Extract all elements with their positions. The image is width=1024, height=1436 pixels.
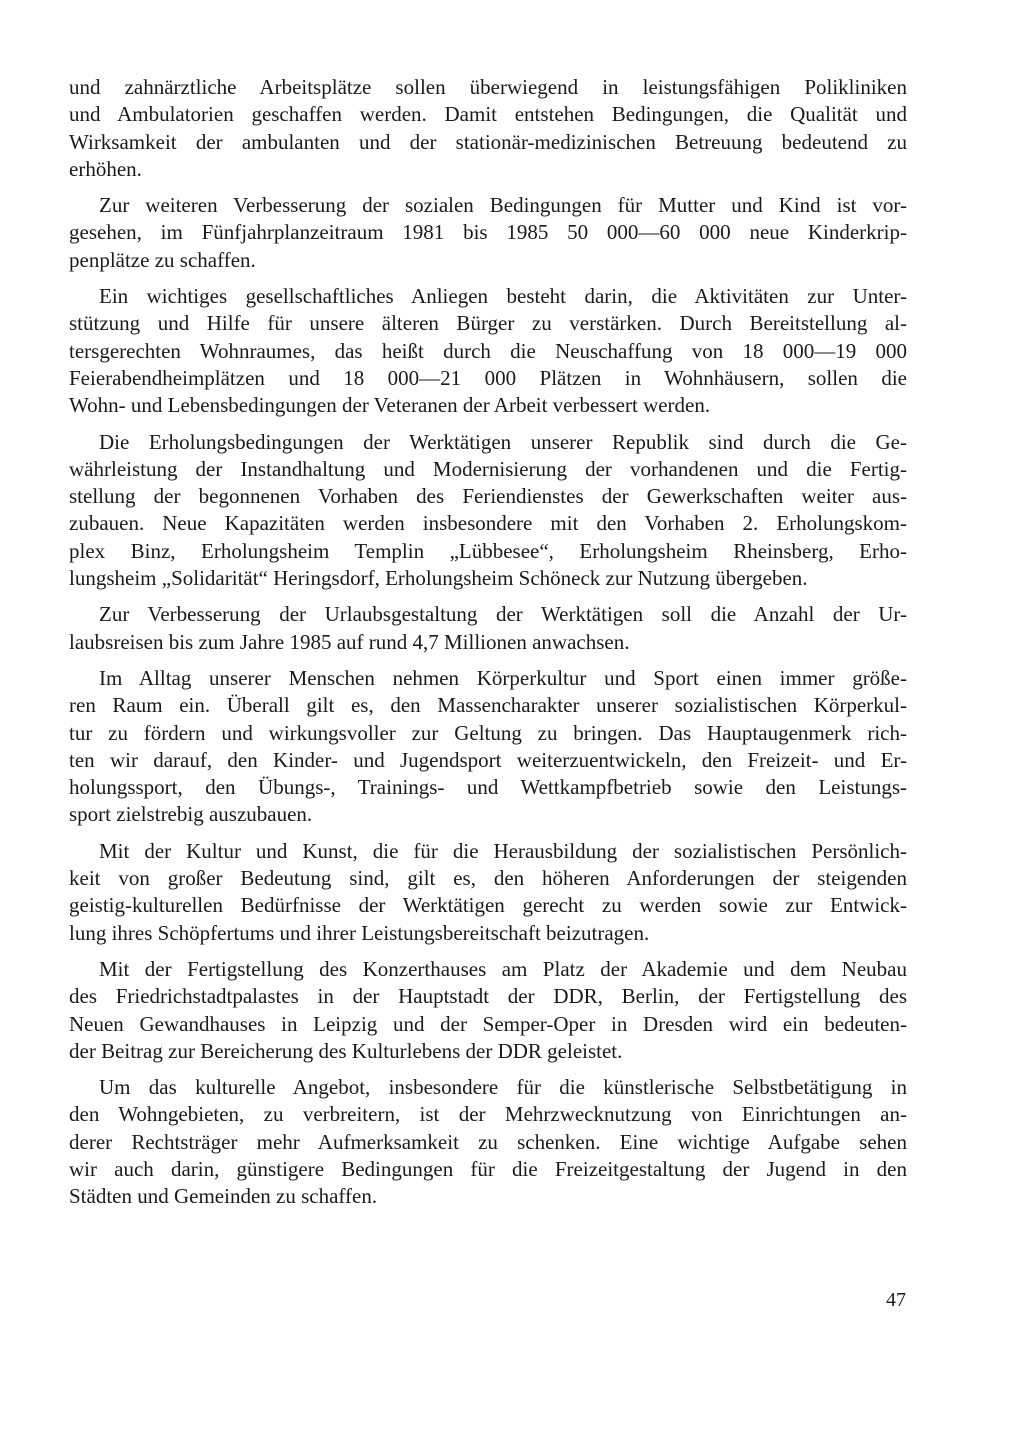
text-line: Städten und Gemeinden zu schaffen. (69, 1184, 378, 1209)
text-line: erhöhen. (69, 156, 142, 181)
paragraph (69, 956, 907, 1065)
text-line: Neuen Gewandhauses in Leipzig und der Semper-Oper in Dresden wird ein bedeuten- (69, 1011, 907, 1036)
text-line: Im Alltag unserer Menschen nehmen Körperkultur und Sport einen immer größe- (99, 665, 907, 690)
text-line: lung ihres Schöpfertums und ihrer Leistungsbereitschaft beizutragen. (69, 920, 650, 945)
text-line: Zur weiteren Verbesserung der sozialen Bedingungen für Mutter und Kind ist vor- (99, 193, 907, 218)
text-line: und zahnärztliche Arbeitsplätze sollen überwiegend in leistungsfähigen Polikliniken (69, 75, 907, 99)
text-line: Feierabendheimplätzen und 18 000—21 000 Plätzen in Wohnhäusern, sollen die (69, 365, 907, 390)
paragraph (69, 1074, 907, 1210)
text-line: penplätze zu schaffen. (69, 247, 256, 272)
text-line: laubsreisen bis zum Jahre 1985 auf rund 4,7 Millionen anwachsen. (69, 629, 630, 654)
text-line: stützung und Hilfe für unsere älteren Bürger zu verstärken. Durch Bereitstellung al- (69, 311, 907, 336)
paragraph (69, 601, 907, 656)
text-line: zubauen. Neue Kapazitäten werden insbesondere mit den Vorhaben 2. Erholungskom- (69, 511, 907, 536)
text-line: ten wir darauf, den Kinder- und Jugendsport weiterzuentwickeln, den Freizeit- und Er- (69, 747, 907, 772)
paragraph (69, 192, 907, 274)
paragraph (69, 74, 907, 183)
text-line: geistig-kulturellen Bedürfnisse der Werktätigen gerecht zu werden sowie zur Entwick- (69, 893, 907, 918)
text-line: den Wohngebieten, zu verbreitern, ist der Mehrzwecknutzung von Einrichtungen an- (69, 1102, 907, 1127)
text-line: tersgerechten Wohnraumes, das heißt durch die Neuschaffung von 18 000—19 000 (69, 338, 907, 363)
text-line: Wirksamkeit der ambulanten und der stationär-medizinischen Betreuung bedeutend zu (69, 129, 907, 154)
text-line: der Beitrag zur Bereicherung des Kulturlebens der DDR geleistet. (69, 1038, 623, 1063)
paragraph (69, 838, 907, 947)
text-line: Die Erholungsbedingungen der Werktätigen unserer Republik sind durch die Ge- (99, 429, 907, 454)
text-line: ren Raum ein. Überall gilt es, den Massencharakter unserer sozialistischen Körperkul- (69, 693, 907, 718)
paragraph (69, 283, 907, 419)
text-line: keit von großer Bedeutung sind, gilt es, den höheren Anforderungen der steigenden (69, 866, 907, 891)
text-line: tur zu fördern und wirkungsvoller zur Geltung zu bringen. Das Hauptaugenmerk rich- (69, 720, 907, 745)
text-line: stellung der begonnenen Vorhaben des Feriendienstes der Gewerkschaften weiter aus- (69, 484, 907, 509)
body-text (69, 74, 907, 1211)
text-line: Mit der Kultur und Kunst, die für die Herausbildung der sozialistischen Persönlich- (99, 838, 907, 863)
text-line: wir auch darin, günstigere Bedingungen für die Freizeitgestaltung der Jugend in den (69, 1156, 907, 1181)
text-line: und Ambulatorien geschaffen werden. Damit entstehen Bedingungen, die Qualität und (69, 102, 907, 127)
text-line: Ein wichtiges gesellschaftliches Anliegen besteht darin, die Aktivitäten zur Unter- (99, 284, 907, 309)
text-line: währleistung der Instandhaltung und Modernisierung der vorhandenen und die Fertig- (69, 456, 907, 481)
text-line: derer Rechtsträger mehr Aufmerksamkeit zu schenken. Eine wichtige Aufgabe sehen (69, 1129, 907, 1154)
text-line: lungsheim „Solidarität“ Heringsdorf, Erholungsheim Schöneck zur Nutzung übergeben. (69, 566, 808, 591)
text-line: holungssport, den Übungs-, Trainings- und Wettkampfbetrieb sowie den Leistungs- (69, 775, 907, 800)
paragraph (69, 429, 907, 593)
text-line: Um das kulturelle Angebot, insbesondere für die künstlerische Selbstbetätigung in (99, 1075, 907, 1100)
text-line: plex Binz, Erholungsheim Templin „Lübbesee“, Erholungsheim Rheinsberg, Erho- (69, 538, 907, 563)
text-line: Wohn- und Lebensbedingungen der Veteranen der Arbeit verbessert werden. (69, 393, 711, 418)
text-line: sport zielstrebig auszubauen. (69, 802, 313, 827)
page-number: 47 (886, 1289, 906, 1311)
text-line: des Friedrichstadtpalastes in der Hauptstadt der DDR, Berlin, der Fertigstellung des (69, 984, 907, 1009)
text-line: Mit der Fertigstellung des Konzerthauses am Platz der Akademie und dem Neubau (99, 956, 907, 981)
text-line: Zur Verbesserung der Urlaubsgestaltung der Werktätigen soll die Anzahl der Ur- (99, 602, 907, 627)
paragraph (69, 665, 907, 829)
text-line: gesehen, im Fünfjahrplanzeitraum 1981 bis 1985 50 000—60 000 neue Kinderkrip- (69, 220, 907, 245)
